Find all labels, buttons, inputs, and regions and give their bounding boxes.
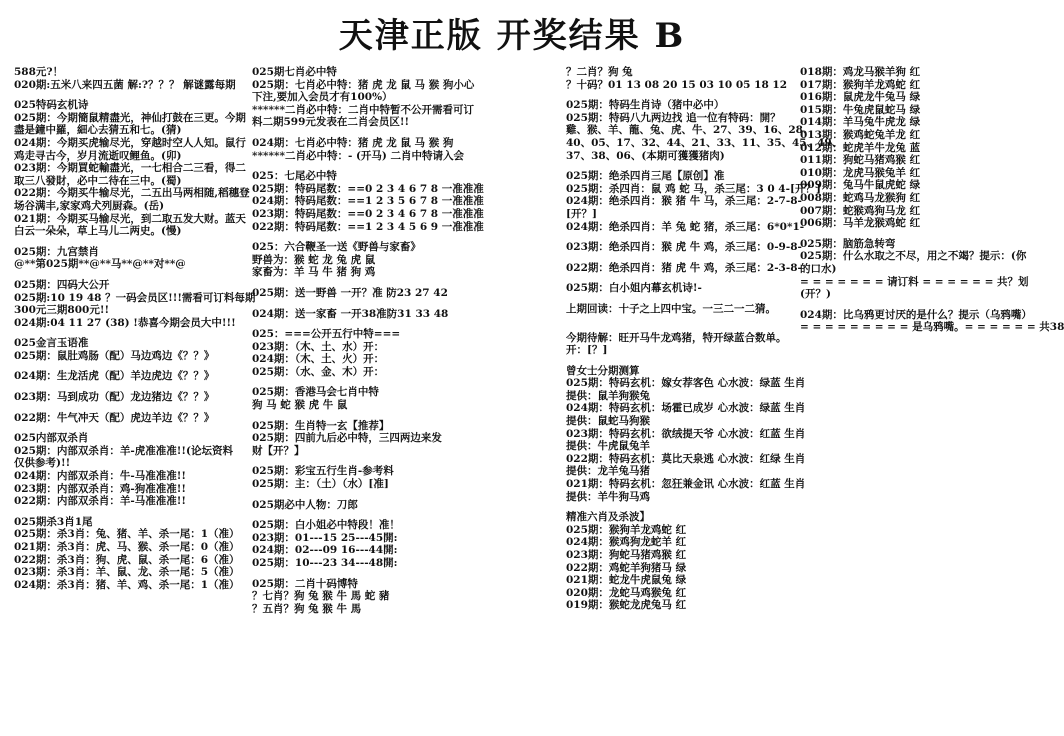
text-line: = = = = = = = = = 是乌鸦嘴。= = = = = = 共38 [800, 321, 1064, 334]
text-line [252, 279, 562, 287]
text-line: = = = = = = = 请订料 = = = = = = 共？划 [800, 275, 1029, 288]
text-line: 021期：蛇龙牛虎鼠兔 绿 [566, 574, 687, 587]
text-line: 025期：内部双杀肖：羊-虎准准准!!(论坛资料 [14, 444, 233, 457]
text-line: ？十码？01 13 08 20 15 03 10 05 18 12 [566, 78, 788, 91]
text-line: 精准六肖及杀波】 [566, 511, 650, 524]
text-line: [开？] [566, 207, 597, 220]
text-line: 025期必中人物：刀郎 [252, 498, 358, 511]
text-line: 022期：特码尾数：==1 2 3 4 5 6 9 一准准准 [252, 220, 484, 233]
text-line: 024期：今期买虎输尽光，穿越时空人人知。鼠行 [14, 136, 246, 149]
text-line: 025期：主：（土）（水）[准] [252, 478, 389, 491]
text-line [14, 383, 244, 391]
text-line: 今期待解：旺开马牛龙鸡猪，特开绿蓝合数单。 [566, 331, 787, 344]
text-line [14, 508, 244, 516]
text-line: 仅供参考)!! [14, 457, 71, 470]
text-line: 料二期599元发表在二肖会员区!! [252, 116, 410, 129]
text-line: 025期：四前九后必中特，三四两边来发 [252, 432, 442, 445]
text-line: 022期：牛气冲天（配）虎边羊边《？？》 [14, 411, 215, 424]
text-line: 024期：（木、土、火）开： [252, 353, 385, 366]
text-line [566, 316, 798, 324]
text-line: 025期：四码大公开 [14, 278, 110, 291]
text-line [252, 570, 562, 578]
text-line [252, 233, 562, 241]
text-line: 财【开？】 [252, 444, 305, 457]
text-line [252, 129, 562, 137]
text-line: 025期杀3肖1尾 [14, 515, 93, 528]
text-line: 025期：特码尾数：==0 2 3 4 6 7 8 一准准准 [252, 182, 484, 195]
text-line: 022期：杀3肖：狗、虎、鼠、杀一尾：6（准） [14, 553, 240, 566]
text-line: 025期：白小姐内幕玄机诗!- [566, 282, 702, 295]
text-line: 025期：今期簡鼠精盡光，神仙打鼓在三更。今期 [14, 111, 246, 124]
text-line: ？五肖？狗 兔 猴 牛 馬 [252, 602, 362, 615]
text-line: 盡是鐘中羅，細心去猜五和七。(猜) [14, 124, 182, 137]
text-line: 025：七尾必中特 [252, 170, 337, 183]
text-line [252, 320, 562, 328]
text-line [252, 162, 562, 170]
text-line: 025期：彩宝五行生肖-参考料 [252, 465, 394, 478]
text-line: 023期：今期買蛇輸盡光，一七相合二三看，得二 [14, 162, 246, 175]
text-line: 023期：内部双杀肖：鸡-狗准准准!! [14, 482, 186, 495]
text-line: 023期：狗蛇马猪鸡猴 红 [566, 549, 687, 561]
text-line: 024期：内部双杀肖：牛-马准准准!! [14, 470, 186, 483]
text-line: 022期：鸡蛇羊狗猪马 绿 [566, 561, 687, 574]
text-line: 家畜为：羊 马 牛 猪 狗 鸡 [252, 266, 376, 279]
text-line: 上期回读：十子之上四中宝。一三二一二猜。 [566, 302, 776, 315]
text-line: 下注,要加入会员才有100%） [252, 91, 393, 104]
text-line: 025期：什么水取之不尽，用之不竭？提示：(你 [800, 250, 1027, 263]
text-line: 025期：特码玄机：嫁女荐客色 心水波：绿蓝 生肖 [566, 377, 806, 390]
text-line: 018期：鸡龙马猴羊狗 红 [800, 66, 921, 78]
text-line [800, 230, 1022, 238]
text-line: 006期：马羊龙猴鸡蛇 红 [800, 217, 921, 230]
text-line: 022期：今期买牛输尽光，二五出马两相随,稻穗登 [14, 187, 250, 200]
column-4 [800, 66, 1064, 334]
text-line: 023期：特码玄机：欲绒提天爷 心水波：红蓝 生肖 [566, 427, 806, 440]
text-line: 025期：猴狗羊龙鸡蛇 红 [566, 523, 687, 536]
text-line: 023期：马到成功（配）龙边猪边《？？》 [14, 391, 215, 404]
text-line: 025期：杀3肖：兔、猪、羊、杀一尾：1（准） [14, 528, 240, 541]
text-line [252, 491, 562, 499]
text-line [566, 162, 798, 170]
text-line: 场谷满丰,家家鸡犬列厨森。(岳) [14, 199, 165, 212]
text-line: 016期：鼠虎龙牛兔马 绿 [800, 91, 921, 104]
text-line: (开？) [800, 288, 831, 301]
text-line: 025特码玄机诗 [14, 99, 89, 112]
text-line: 取三八發財，必中二待在三中。(蜀) [14, 174, 182, 187]
text-line: 022期：绝杀四肖：猪 虎 牛 鸡，杀三尾：2-3-8- [566, 261, 802, 274]
text-line: 024期：生龙活虎（配）羊边虎边《？？》 [14, 370, 215, 383]
text-line: 025期：杀四肖：鼠 鸡 蛇 马，杀三尾：3 0 4-[开？] [566, 182, 821, 195]
text-line [252, 412, 562, 420]
text-line: 024期：特码尾数：==1 2 3 5 6 7 8 一准准准 [252, 195, 484, 208]
column-1 [14, 66, 256, 591]
text-line: 025期：特码八九两边找 追一位有特码：開？ [566, 111, 781, 124]
text-line: 025期：七肖必中特：猪 虎 龙 鼠 马 猴 狗小心 [252, 78, 475, 91]
text-line: 020期：龙蛇马鸡猴兔 红 [566, 586, 687, 599]
text-line: 025期：脑筋急转弯 [800, 237, 896, 250]
text-line: 025期:10 19 48 ？一码会员区!!!需看可订料每期 [14, 291, 256, 304]
text-line: 025期：二肖十码博特 [252, 577, 358, 590]
text-line: 008期：蛇鸡马龙猴狗 红 [800, 191, 921, 204]
text-line: 025期：特码生肖诗（猪中必中） [566, 99, 725, 112]
text-line: 015期：牛兔虎鼠蛇马 绿 [800, 103, 921, 116]
text-line [566, 295, 798, 303]
text-line: 白云一朵朵，草上马儿二两史。(慢) [14, 225, 182, 238]
text-line: 013期：猴鸡蛇兔羊龙 红 [800, 128, 921, 141]
text-line: ******二肖必中特：二肖中特暂不公开需看可订 [252, 103, 474, 116]
text-line: 024期：送一家畜 一开38准防31 33 48 [252, 307, 449, 320]
text-line: 提供：龙羊兔马猪 [566, 465, 650, 478]
text-line: 024期：七肖必中特：猪 虎 龙 鼠 马 猴 狗 [252, 136, 454, 149]
text-line: 025期：生肖特一玄【推荐】 [252, 419, 390, 432]
text-line: 提供：牛虎鼠兔羊 [566, 440, 650, 453]
text-line: ？二肖？狗 兔 [566, 66, 633, 78]
text-line: 025期：绝杀四肖三尾【原创】准 [566, 170, 725, 183]
text-line: 021期：杀3肖：虎、马、猴、杀一尾：0（准） [14, 541, 240, 553]
text-line: 狗 马 蛇 猴 虎 牛 鼠 [252, 399, 348, 412]
text-line: 025期：10---23 34---48開: [252, 557, 398, 569]
text-line [14, 404, 244, 412]
text-line: 011期：狗蛇马猪鸡猴 红 [800, 154, 921, 167]
text-line: 曾女士分期测算 [566, 364, 640, 377]
text-line: 023期：杀3肖：羊、鼠、龙、杀一尾：5（准） [14, 566, 240, 579]
text-line: 010期：龙虎马猴兔羊 红 [800, 166, 921, 179]
text-line: 025期七肖必中特 [252, 66, 337, 78]
text-line: 提供：羊牛狗马鸡 [566, 490, 650, 503]
text-line: 014期：羊马兔牛虎龙 绿 [800, 116, 921, 129]
text-line: 023期：01---15 25---45開: [252, 531, 398, 544]
text-line [14, 238, 244, 246]
text-line: 021期：今期买马输尽光，到二取五发大财。蓝天 [14, 212, 246, 225]
text-line [800, 301, 1022, 309]
text-line [14, 271, 244, 279]
text-line [566, 254, 798, 262]
text-line [252, 300, 562, 308]
text-line: 025期：送一野兽 一开？准 防23 27 42 [252, 286, 448, 299]
text-line: 雞、猴、羊、龍、兔、虎、牛、27、39、16、28、 [566, 124, 814, 137]
text-line: 024期：绝杀四肖：羊 兔 蛇 猪，杀三尾：6*0*1- [566, 220, 805, 233]
text-line: 024期：特码玄机：场霍已成岁 心水波：绿蓝 生肖 [566, 402, 806, 415]
text-line: 023期：特码尾数：==0 2 3 4 6 7 8 一准准准 [252, 207, 484, 220]
text-line: 022期：特码玄机：莫比天泉逃 心水波：红绿 生肖 [566, 452, 806, 465]
text-line: 鸡走寻古今，岁月流逝叹鲤鱼。(卯) [14, 149, 182, 162]
text-line: 025期：鼠肚鸡肠（配）马边鸡边《？？》 [14, 349, 215, 362]
text-line: 023期：绝杀四肖：猴 虎 牛 鸡，杀三尾：0-9-8- [566, 241, 802, 254]
text-line: 012期：蛇虎羊牛龙兔 蓝 [800, 141, 921, 154]
text-line [566, 324, 798, 332]
text-line: 007期：蛇猴鸡狗马龙 红 [800, 204, 921, 217]
text-line: 野兽为：猴 蛇 龙 兔 虎 鼠 [252, 253, 376, 266]
text-line: 588元?！ [14, 66, 64, 78]
text-line: 019期：猴蛇龙虎兔马 红 [566, 599, 687, 612]
text-line: 开：[？] [566, 344, 608, 357]
text-line: 025期：白小姐必中特段！准！ [252, 519, 400, 532]
text-line: 023期：（木、土、水）开： [252, 340, 385, 353]
text-line: 提供：鼠蛇马狗猴 [566, 415, 650, 428]
text-line: 025期：（水、金、木）开： [252, 365, 385, 378]
text-line: 025期：九宫禁肖 [14, 245, 99, 258]
text-line: 021期：特码玄机：忽狂兼金讯 心水波：红蓝 生肖 [566, 478, 806, 491]
text-line [14, 91, 244, 99]
text-line: 40、05、17、32、44、21、33、11、35、45、49、 [566, 136, 843, 149]
text-line: 025：六合鞭圣一送《野兽与家畜》 [252, 241, 421, 254]
text-line: 300元三期800元!! [14, 304, 110, 317]
text-line: 025：===公开五行中特=== [252, 328, 401, 341]
text-line: 提供：鼠羊狗猴兔 [566, 389, 650, 402]
text-line: 024期：猴鸡狗龙蛇羊 红 [566, 536, 687, 549]
text-line: 024期：杀3肖：猪、羊、鸡、杀一尾：1（准） [14, 578, 240, 591]
text-line: 的口水) [800, 262, 837, 275]
text-line: 017期：猴狗羊龙鸡蛇 红 [800, 78, 921, 91]
text-line: 024期：02---09 16---44開: [252, 544, 398, 557]
text-line: ******二肖必中特：- (开马) 二肖中特请入会 [252, 149, 465, 162]
text-line: 025期：香港马会七肖中特 [252, 386, 379, 399]
column-2 [252, 66, 562, 615]
text-line: @**第025期**@**马**@**对**@ [14, 258, 186, 271]
text-line: 020期:五米八来四五菌 解:?？？？ 解谜露每期 [14, 78, 236, 91]
text-line [566, 357, 798, 365]
text-line [566, 91, 798, 99]
text-line: 37、38、06、(本期可獲獲猪肉) [566, 149, 725, 162]
text-line: 022期：内部双杀肖：羊-马准准准!! [14, 495, 186, 508]
text-line: 009期：兔马牛鼠虎蛇 绿 [800, 179, 921, 192]
text-line [566, 233, 798, 241]
text-line: ？七肖？狗 兔 猴 牛 馬 蛇 豬 [252, 590, 390, 603]
text-line: 024期：比乌鸦更讨厌的是什么？提示（乌鸦嘴） [800, 308, 1032, 321]
text-line: 025金言玉语准 [14, 337, 89, 350]
text-line: 024期:04 11 27 (38) !恭喜今期会员大中!!! [14, 316, 236, 329]
text-line: 025内部双杀肖 [14, 432, 89, 445]
text-line: 024期：绝杀四肖：猴 猪 牛 马，杀三尾：2-7-8- [566, 195, 802, 208]
page-title: 天津正版 开奖结果 B [338, 16, 686, 56]
